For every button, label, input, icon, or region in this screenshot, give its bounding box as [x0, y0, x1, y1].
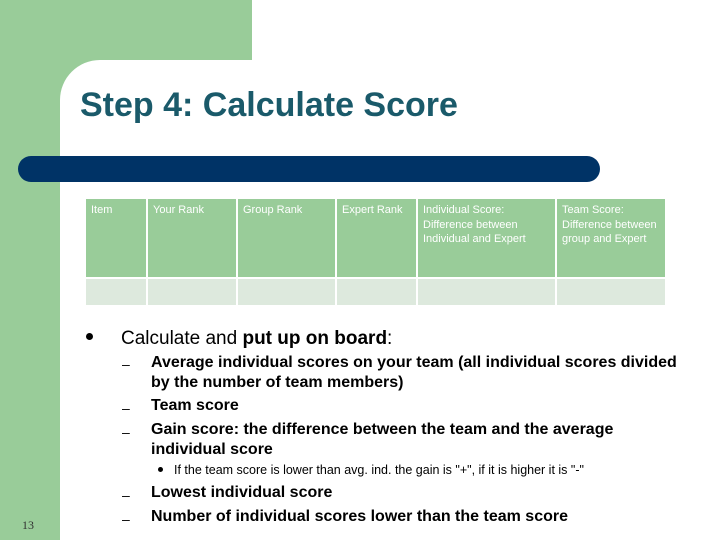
sub-bullet-average	[151, 353, 677, 393]
header-group-rank: Group Rank	[237, 198, 336, 278]
title-underline-bar	[18, 156, 600, 182]
header-team-score: Team Score: Difference between group and Expert	[556, 198, 666, 278]
sub-bullet-gain-line2: individual score	[151, 441, 273, 458]
header-item: Item	[85, 198, 147, 278]
sub-sub-bullet-gain-rule: If the team score is lower than avg. ind. the gain is "+", if it is higher it is "-"	[174, 463, 584, 477]
bullet-main-text: Calculate and	[121, 328, 243, 349]
sub-bullet-average-line1: Average individual scores on your team (all individual scores divided	[151, 354, 677, 371]
dash-marker: –	[122, 356, 130, 372]
bullet-dot	[86, 333, 93, 340]
header-your-rank: Your Rank	[147, 198, 237, 278]
table-cell	[417, 278, 556, 306]
table-cell	[237, 278, 336, 306]
dash-marker: –	[122, 400, 130, 416]
page-number: 13	[22, 518, 34, 532]
dash-marker: –	[122, 424, 130, 440]
sub-bullet-average-line2: by the number of team members)	[151, 374, 404, 391]
sub-bullet-gain-line1: Gain score: the difference between the team and the average	[151, 421, 614, 438]
table-row	[85, 278, 666, 306]
bullet-main-emphasis: put up on board	[242, 328, 388, 349]
table-cell	[85, 278, 147, 306]
bullet-main	[121, 328, 392, 350]
sub-bullet-count-lower: Number of individual scores lower than the team score	[151, 508, 568, 525]
table-cell	[336, 278, 417, 306]
table-cell	[556, 278, 666, 306]
decorative-green-strip	[0, 0, 60, 540]
sub-bullet-team-score: Team score	[151, 397, 239, 414]
table-cell	[147, 278, 237, 306]
score-table	[84, 197, 667, 307]
dash-marker: –	[122, 487, 130, 503]
header-individual-score: Individual Score: Difference between Individual and Expert	[417, 198, 556, 278]
slide-title: Step 4: Calculate Score	[80, 86, 458, 124]
header-expert-rank: Expert Rank	[336, 198, 417, 278]
dash-marker: –	[122, 511, 130, 527]
table-header-row	[85, 198, 666, 278]
sub-bullet-gain-score	[151, 420, 613, 460]
bullet-main-suffix: :	[387, 328, 393, 349]
sub-sub-bullet-dot	[158, 467, 163, 472]
sub-bullet-lowest-score: Lowest individual score	[151, 484, 333, 501]
